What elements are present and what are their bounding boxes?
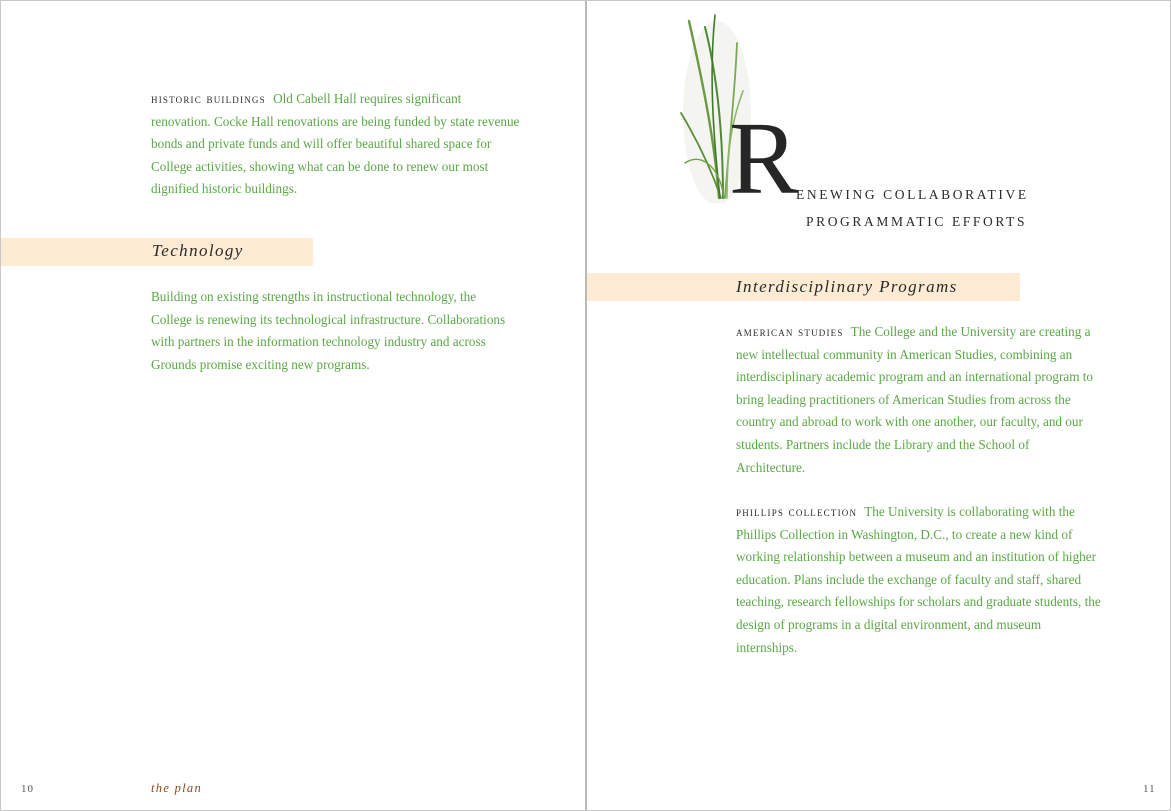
title-line-2: PROGRAMMATIC EFFORTS xyxy=(806,214,1028,229)
right-page xyxy=(587,1,1171,810)
page-number-right: 11 xyxy=(1143,783,1156,795)
left-page xyxy=(1,1,586,810)
footer-section-title: the plan xyxy=(151,781,203,795)
historic-buildings-label: historic buildings xyxy=(151,91,266,106)
american-studies-paragraph xyxy=(736,321,1101,479)
american-studies-label: american studies xyxy=(736,324,844,339)
phillips-collection-label: phillips collection xyxy=(736,504,858,519)
historic-buildings-paragraph xyxy=(151,88,521,201)
phillips-collection-text: The University is collaborating with the Phillips Collection in Washington, D.C., to create a new kind of working relationship between a museum and an institution of higher education. Plans include the exchange of faculty and staff, shared teaching, research fellowships for scholars and graduate students, the design of programs in a digital environment, and museum internships. xyxy=(736,504,1101,655)
historic-buildings-text: Old Cabell Hall requires significant renovation. Cocke Hall renovations are being funded by state revenue bonds and private funds and will offer beautiful shared space for College activities, showing what can be done to renew our most dignified historic buildings. xyxy=(151,91,520,197)
technology-heading xyxy=(152,241,244,261)
technology-heading-text: Technology xyxy=(152,241,244,260)
american-studies-text: The College and the University are creating a new intellectual community in American Studies, combining an interdisciplinary academic program and an international program to bring leading practitioners of American Studies from across the country and abroad to work with one another, our faculty, and our students. Partners include the Library and the School of Architecture. xyxy=(736,324,1094,475)
title-dropcap: R xyxy=(729,101,799,216)
page-number-left: 10 xyxy=(21,783,34,795)
title-line-1: ENEWING COLLABORATIVE xyxy=(796,187,1029,202)
phillips-collection-paragraph xyxy=(736,501,1101,659)
technology-paragraph: Building on existing strengths in instructional technology, the College is renewing its technological infrastructure. Collaborations with partners in the information technology industry and across Grounds promise exciting new programs. xyxy=(151,289,506,372)
interdisciplinary-heading: Interdisciplinary Programs xyxy=(736,277,958,296)
